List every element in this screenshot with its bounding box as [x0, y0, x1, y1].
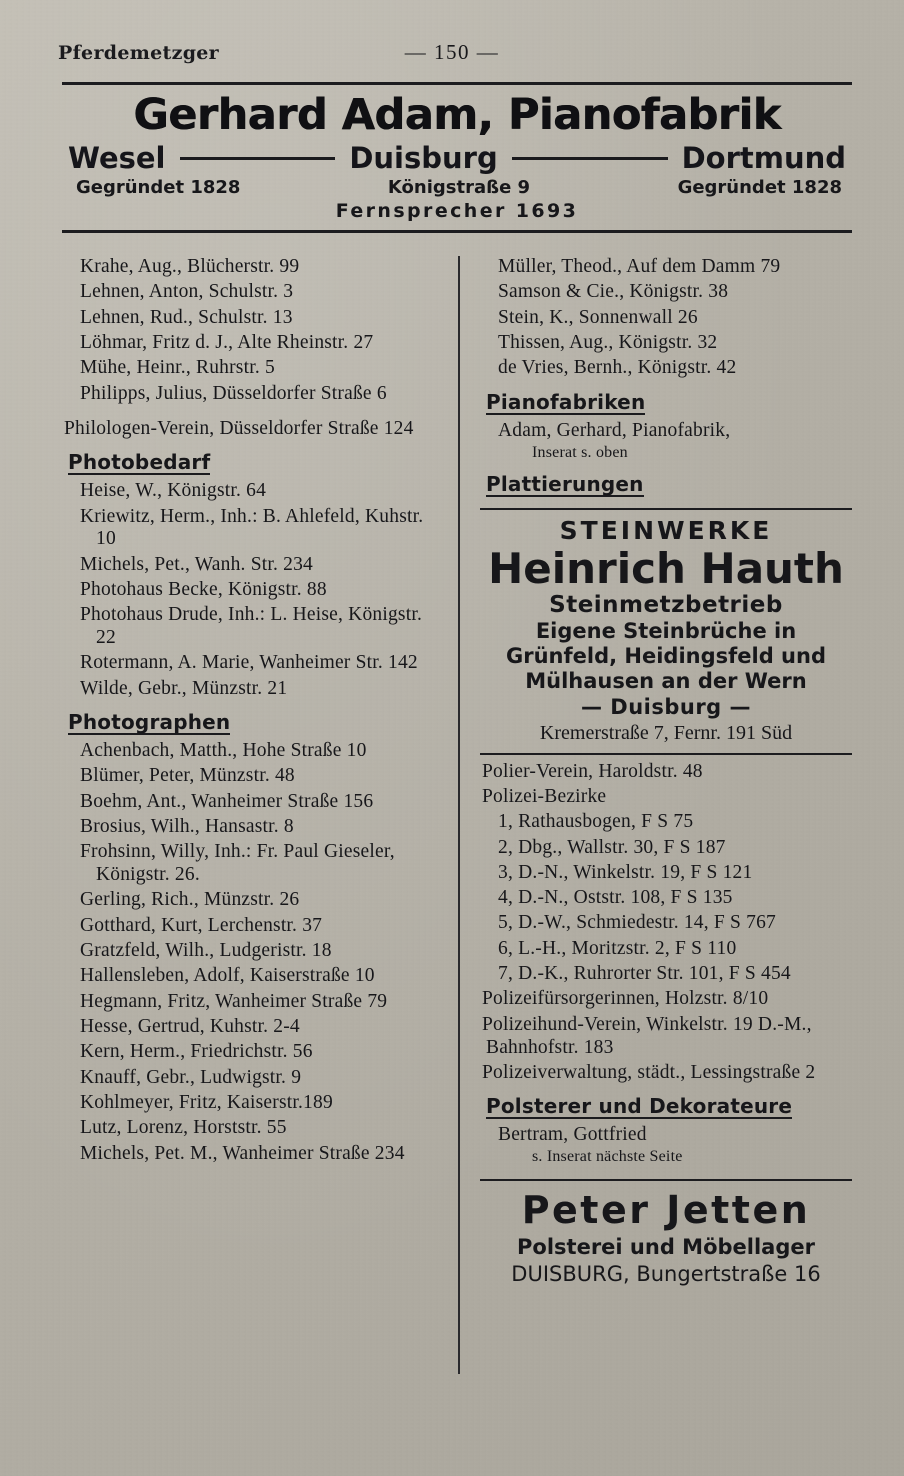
ad-city-wesel: Wesel	[68, 141, 166, 176]
list-item: Blümer, Peter, Münzstr. 48	[80, 765, 295, 787]
list-item: 5, D.-W., Schmiedestr. 14, F S 767	[498, 912, 777, 934]
list-item: Lutz, Lorenz, Horststr. 55	[80, 1117, 287, 1139]
ad-founded-right: Gegründet 1828	[677, 177, 842, 199]
list-item: Polier-Verein, Haroldstr. 48	[482, 760, 703, 782]
spacer	[62, 408, 434, 418]
list-item: Michels, Pet., Wanh. Str. 234	[80, 553, 313, 575]
ad-hauth-line1: STEINWERKE	[559, 516, 773, 546]
section-plattierungen	[480, 465, 852, 502]
list-item: Gerling, Rich., Münzstr. 26	[80, 889, 300, 911]
list-item: Heise, W., Königstr. 64	[80, 480, 267, 502]
list-item: Knauff, Gebr., Ludwigstr. 9	[80, 1066, 302, 1088]
section-photographen	[62, 703, 434, 740]
list-item: 6, L.-H., Moritzstr. 2, F S 110	[498, 937, 737, 959]
section-heading: Polsterer und Dekorateure	[486, 1094, 793, 1119]
section-polsterer-dekorateure	[480, 1087, 852, 1124]
list-item: de Vries, Bernh., Königstr. 42	[498, 357, 737, 379]
list-item: Lehnen, Rud., Schulstr. 13	[80, 306, 293, 328]
list-item: Gotthard, Kurt, Lerchenstr. 37	[80, 914, 323, 936]
list-item: Rotermann, A. Marie, Wanheimer Str. 142	[80, 652, 418, 674]
section-pianofabriken	[480, 383, 852, 420]
advertisement-heinrich-hauth	[480, 508, 852, 755]
list-item: Samson & Cie., Königstr. 38	[498, 281, 729, 303]
list-item-note: s. Inserat nächste Seite	[532, 1148, 683, 1166]
list-item: Thissen, Aug., Königstr. 32	[498, 331, 718, 353]
ad-jetten-line2: Polsterei und Möbellager	[517, 1235, 815, 1260]
list-item: 7, D.-K., Ruhrorter Str. 101, F S 454	[498, 963, 791, 985]
list-item: Polizeihund-Verein, Winkelstr. 19 D.-M., Bahnhofstr. 183	[482, 1013, 812, 1058]
ad-address: Königstraße 9	[387, 177, 531, 199]
list-item: Krahe, Aug., Blücherstr. 99	[80, 256, 300, 277]
list-item-note: Inserat s. oben	[532, 443, 628, 461]
ad-city-duisburg: Duisburg	[349, 141, 498, 176]
list-item: 2, Dbg., Wallstr. 30, F S 187	[498, 836, 726, 858]
directory-columns	[62, 256, 852, 1386]
ad-hauth-line4c: Mülhausen an der Wern	[525, 668, 807, 693]
ad-hauth-line3: Steinmetzbetrieb	[549, 592, 783, 619]
section-heading: Photobedarf	[68, 450, 211, 475]
list-item: 3, D.-N., Winkelstr. 19, F S 121	[498, 861, 753, 883]
list-item: Photohaus Drude, Inh.: L. Heise, Königstr. 22	[80, 604, 423, 649]
list-item: Philipps, Julius, Düsseldorfer Straße 6	[80, 382, 387, 404]
advertisement-peter-jetten	[480, 1179, 852, 1286]
ad-jetten-name: Peter Jetten	[521, 1188, 811, 1233]
list-item: Hesse, Gertrud, Kuhstr. 2-4	[80, 1015, 300, 1037]
ad-city-row	[62, 138, 852, 175]
section-photobedarf	[62, 443, 434, 480]
list-item: Stein, K., Sonnenwall 26	[498, 306, 698, 328]
ad-hauth-line4b: Grünfeld, Heidingsfeld und	[506, 644, 826, 669]
list-item: Löhmar, Fritz d. J., Alte Rheinstr. 27	[80, 331, 374, 353]
list-item: Wilde, Gebr., Münzstr. 21	[80, 677, 288, 699]
section-heading: Plattierungen	[486, 472, 644, 497]
list-item: Hallensleben, Adolf, Kaiserstraße 10	[80, 965, 375, 987]
left-column	[62, 256, 434, 1168]
list-item: Kern, Herm., Friedrichstr. 56	[80, 1041, 313, 1063]
list-item: Gratzfeld, Wilh., Ludgeristr. 18	[80, 940, 332, 961]
right-column	[480, 256, 852, 1286]
list-item: 1, Rathausbogen, F S 75	[498, 811, 694, 833]
advertisement-gerhard-adam	[62, 82, 852, 233]
ad-city-dortmund: Dortmund	[681, 141, 847, 176]
ad-phone: Fernsprecher 1693	[335, 200, 579, 223]
list-item: Kriewitz, Herm., Inh.: B. Ahlefeld, Kuhstr. 10	[80, 505, 424, 550]
ad-company-name: Gerhard Adam, Pianofabrik	[133, 90, 781, 140]
list-item: Kohlmeyer, Fritz, Kaiserstr.189	[80, 1091, 333, 1113]
ad-hauth-name: Heinrich Hauth	[488, 544, 844, 594]
ad-jetten-address: DUISBURG, Bungertstraße 16	[511, 1261, 821, 1286]
list-item: 4, D.-N., Oststr. 108, F S 135	[498, 887, 733, 909]
ad-hauth-address: Kremerstraße 7, Fernr. 191 Süd	[539, 722, 793, 745]
section-heading: Pianofabriken	[486, 389, 646, 414]
list-item: Michels, Pet. M., Wanheimer Straße 234	[80, 1142, 405, 1164]
list-item: Brosius, Wilh., Hansastr. 8	[80, 815, 294, 837]
list-item: Lehnen, Anton, Schulstr. 3	[80, 281, 294, 303]
page-number: — 150 —	[404, 40, 500, 64]
list-item: Adam, Gerhard, Pianofabrik,	[498, 419, 731, 441]
list-item: Photohaus Becke, Königstr. 88	[80, 578, 327, 600]
rule-decoration-left	[180, 157, 336, 160]
list-item: Polizeifürsorgerinnen, Holzstr. 8/10	[482, 988, 769, 1010]
list-item: Frohsinn, Willy, Inh.: Fr. Paul Gieseler, Königstr. 26.	[80, 841, 395, 886]
column-divider	[458, 256, 460, 1374]
list-item: Philologen-Verein, Düsseldorfer Straße 124	[64, 417, 414, 439]
section-heading: Photographen	[68, 710, 231, 734]
ad-hauth-city: — Duisburg —	[580, 694, 752, 719]
ad-subinfo-row	[62, 175, 852, 198]
list-item: Polizei-Bezirke	[482, 785, 607, 807]
list-item: Achenbach, Matth., Hohe Straße 10	[80, 740, 367, 761]
list-item: Müller, Theod., Auf dem Damm 79	[498, 256, 781, 277]
ad-hauth-line4a: Eigene Steinbrüche in	[535, 619, 797, 644]
rule-decoration-right	[512, 157, 668, 160]
list-item: Mühe, Heinr., Ruhrstr. 5	[80, 357, 275, 379]
list-item: Boehm, Ant., Wanheimer Straße 156	[80, 790, 374, 812]
list-item: Polizeiverwaltung, städt., Lessingstraße 2	[482, 1061, 816, 1083]
list-item: Hegmann, Fritz, Wanheimer Straße 79	[80, 990, 388, 1012]
running-head: Pferdemetzger	[58, 42, 219, 64]
ad-founded-left: Gegründet 1828	[76, 177, 241, 199]
list-item: Bertram, Gottfried	[498, 1124, 647, 1146]
